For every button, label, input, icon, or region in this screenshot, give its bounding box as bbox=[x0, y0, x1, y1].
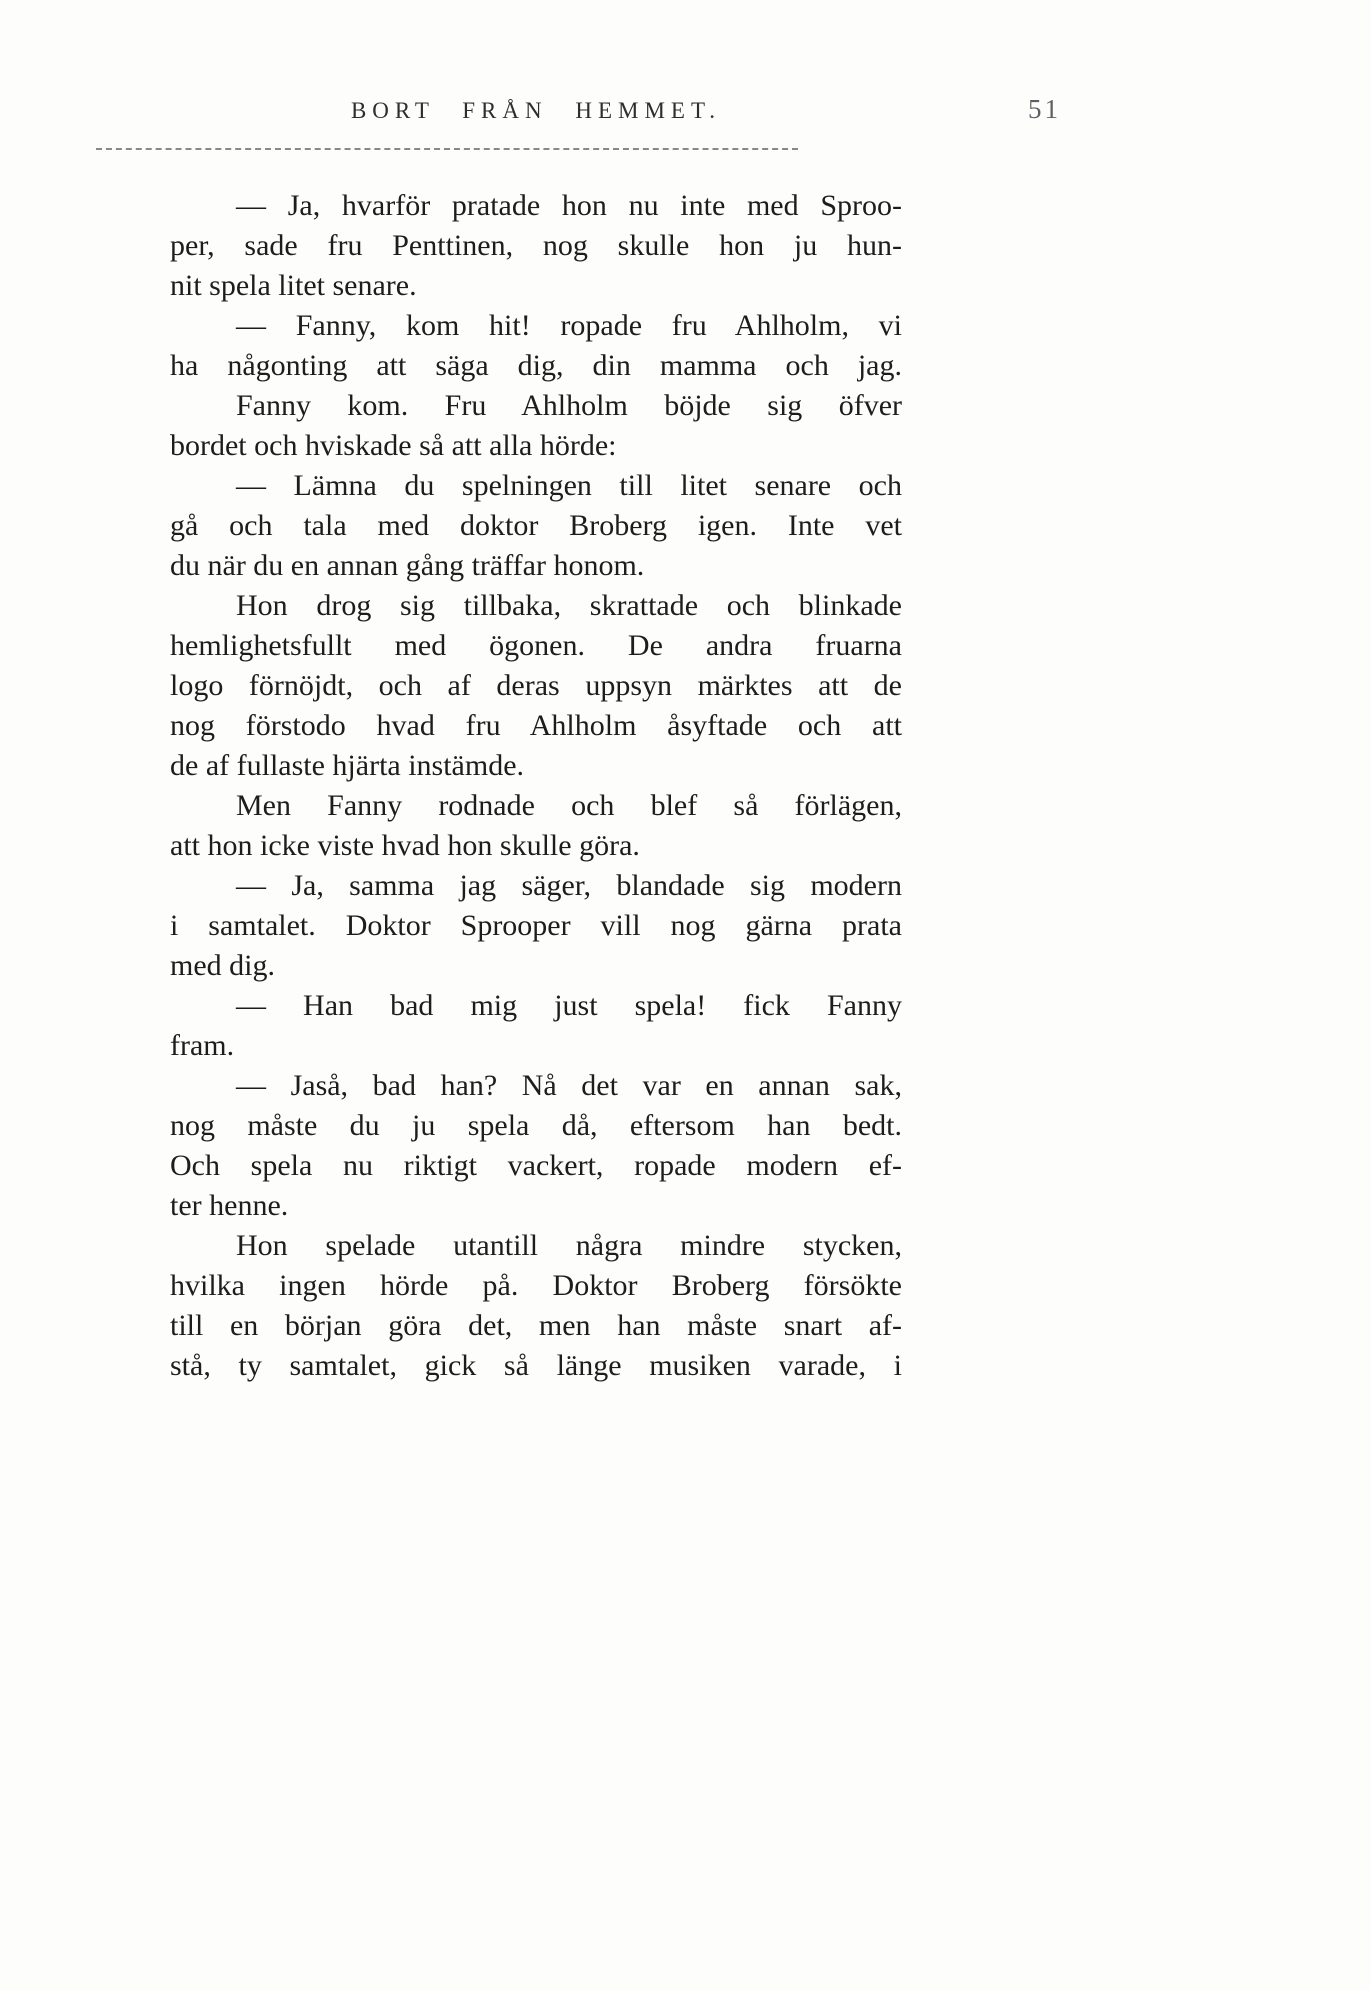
text-line: — Jaså, bad han? Nå det var en annan sak, bbox=[236, 1069, 902, 1102]
text-line: till en början göra det, men han måste snart af- bbox=[170, 1309, 902, 1342]
page-number: 51 bbox=[1028, 94, 1061, 124]
paragraph bbox=[170, 1066, 902, 1226]
paragraph bbox=[170, 386, 902, 466]
text-line: — Ja, hvarför pratade hon nu inte med Sproo- bbox=[236, 189, 902, 222]
page-title: BORT FRÅN HEMMET. bbox=[350, 98, 722, 123]
text-line: ha någonting att säga dig, din mamma och jag. bbox=[170, 349, 902, 382]
text-line: att hon icke viste hvad hon skulle göra. bbox=[170, 829, 640, 862]
header-rule-divider bbox=[96, 148, 798, 150]
text-line: logo förnöjdt, och af deras uppsyn märktes att de bbox=[170, 669, 902, 702]
text-line: stå, ty samtalet, gick så länge musiken varade, i bbox=[170, 1349, 902, 1382]
paragraph bbox=[170, 586, 902, 786]
text-line: per, sade fru Penttinen, nog skulle hon ju hun- bbox=[170, 229, 902, 262]
paragraph bbox=[170, 986, 902, 1066]
text-body bbox=[170, 186, 902, 1386]
text-line: Hon spelade utantill några mindre stycken, bbox=[236, 1229, 902, 1262]
text-line: nog förstodo hvad fru Ahlholm åsyftade och att bbox=[170, 709, 902, 742]
running-header bbox=[170, 98, 902, 124]
text-line: — Fanny, kom hit! ropade fru Ahlholm, vi bbox=[236, 309, 902, 342]
paragraph bbox=[170, 306, 902, 386]
text-line: du när du en annan gång träffar honom. bbox=[170, 549, 645, 582]
paragraph bbox=[170, 186, 902, 306]
text-line: hemlighetsfullt med ögonen. De andra fruarna bbox=[170, 629, 902, 662]
paragraph bbox=[170, 466, 902, 586]
text-line: fram. bbox=[170, 1029, 235, 1062]
text-line: Men Fanny rodnade och blef så förlägen, bbox=[236, 789, 902, 822]
text-line: — Han bad mig just spela! fick Fanny bbox=[236, 989, 902, 1022]
text-line: de af fullaste hjärta instämde. bbox=[170, 749, 525, 782]
paragraph bbox=[170, 1226, 902, 1386]
text-line: med dig. bbox=[170, 949, 275, 982]
text-line: — Lämna du spelningen till litet senare och bbox=[236, 469, 902, 502]
text-line: Och spela nu riktigt vackert, ropade modern ef- bbox=[170, 1149, 902, 1182]
paragraph bbox=[170, 866, 902, 986]
text-line: Fanny kom. Fru Ahlholm böjde sig öfver bbox=[236, 389, 902, 422]
text-line: i samtalet. Doktor Sprooper vill nog gärna prata bbox=[170, 909, 902, 942]
text-line: hvilka ingen hörde på. Doktor Broberg försökte bbox=[170, 1269, 902, 1302]
text-line: Hon drog sig tillbaka, skrattade och blinkade bbox=[236, 589, 902, 622]
text-line: ter henne. bbox=[170, 1189, 289, 1222]
paragraph bbox=[170, 786, 902, 866]
text-line: bordet och hviskade så att alla hörde: bbox=[170, 429, 617, 462]
text-line: nog måste du ju spela då, eftersom han bedt. bbox=[170, 1109, 902, 1142]
text-line: — Ja, samma jag säger, blandade sig modern bbox=[236, 869, 902, 902]
text-line: gå och tala med doktor Broberg igen. Inte vet bbox=[170, 509, 902, 542]
text-line: nit spela litet senare. bbox=[170, 269, 417, 302]
